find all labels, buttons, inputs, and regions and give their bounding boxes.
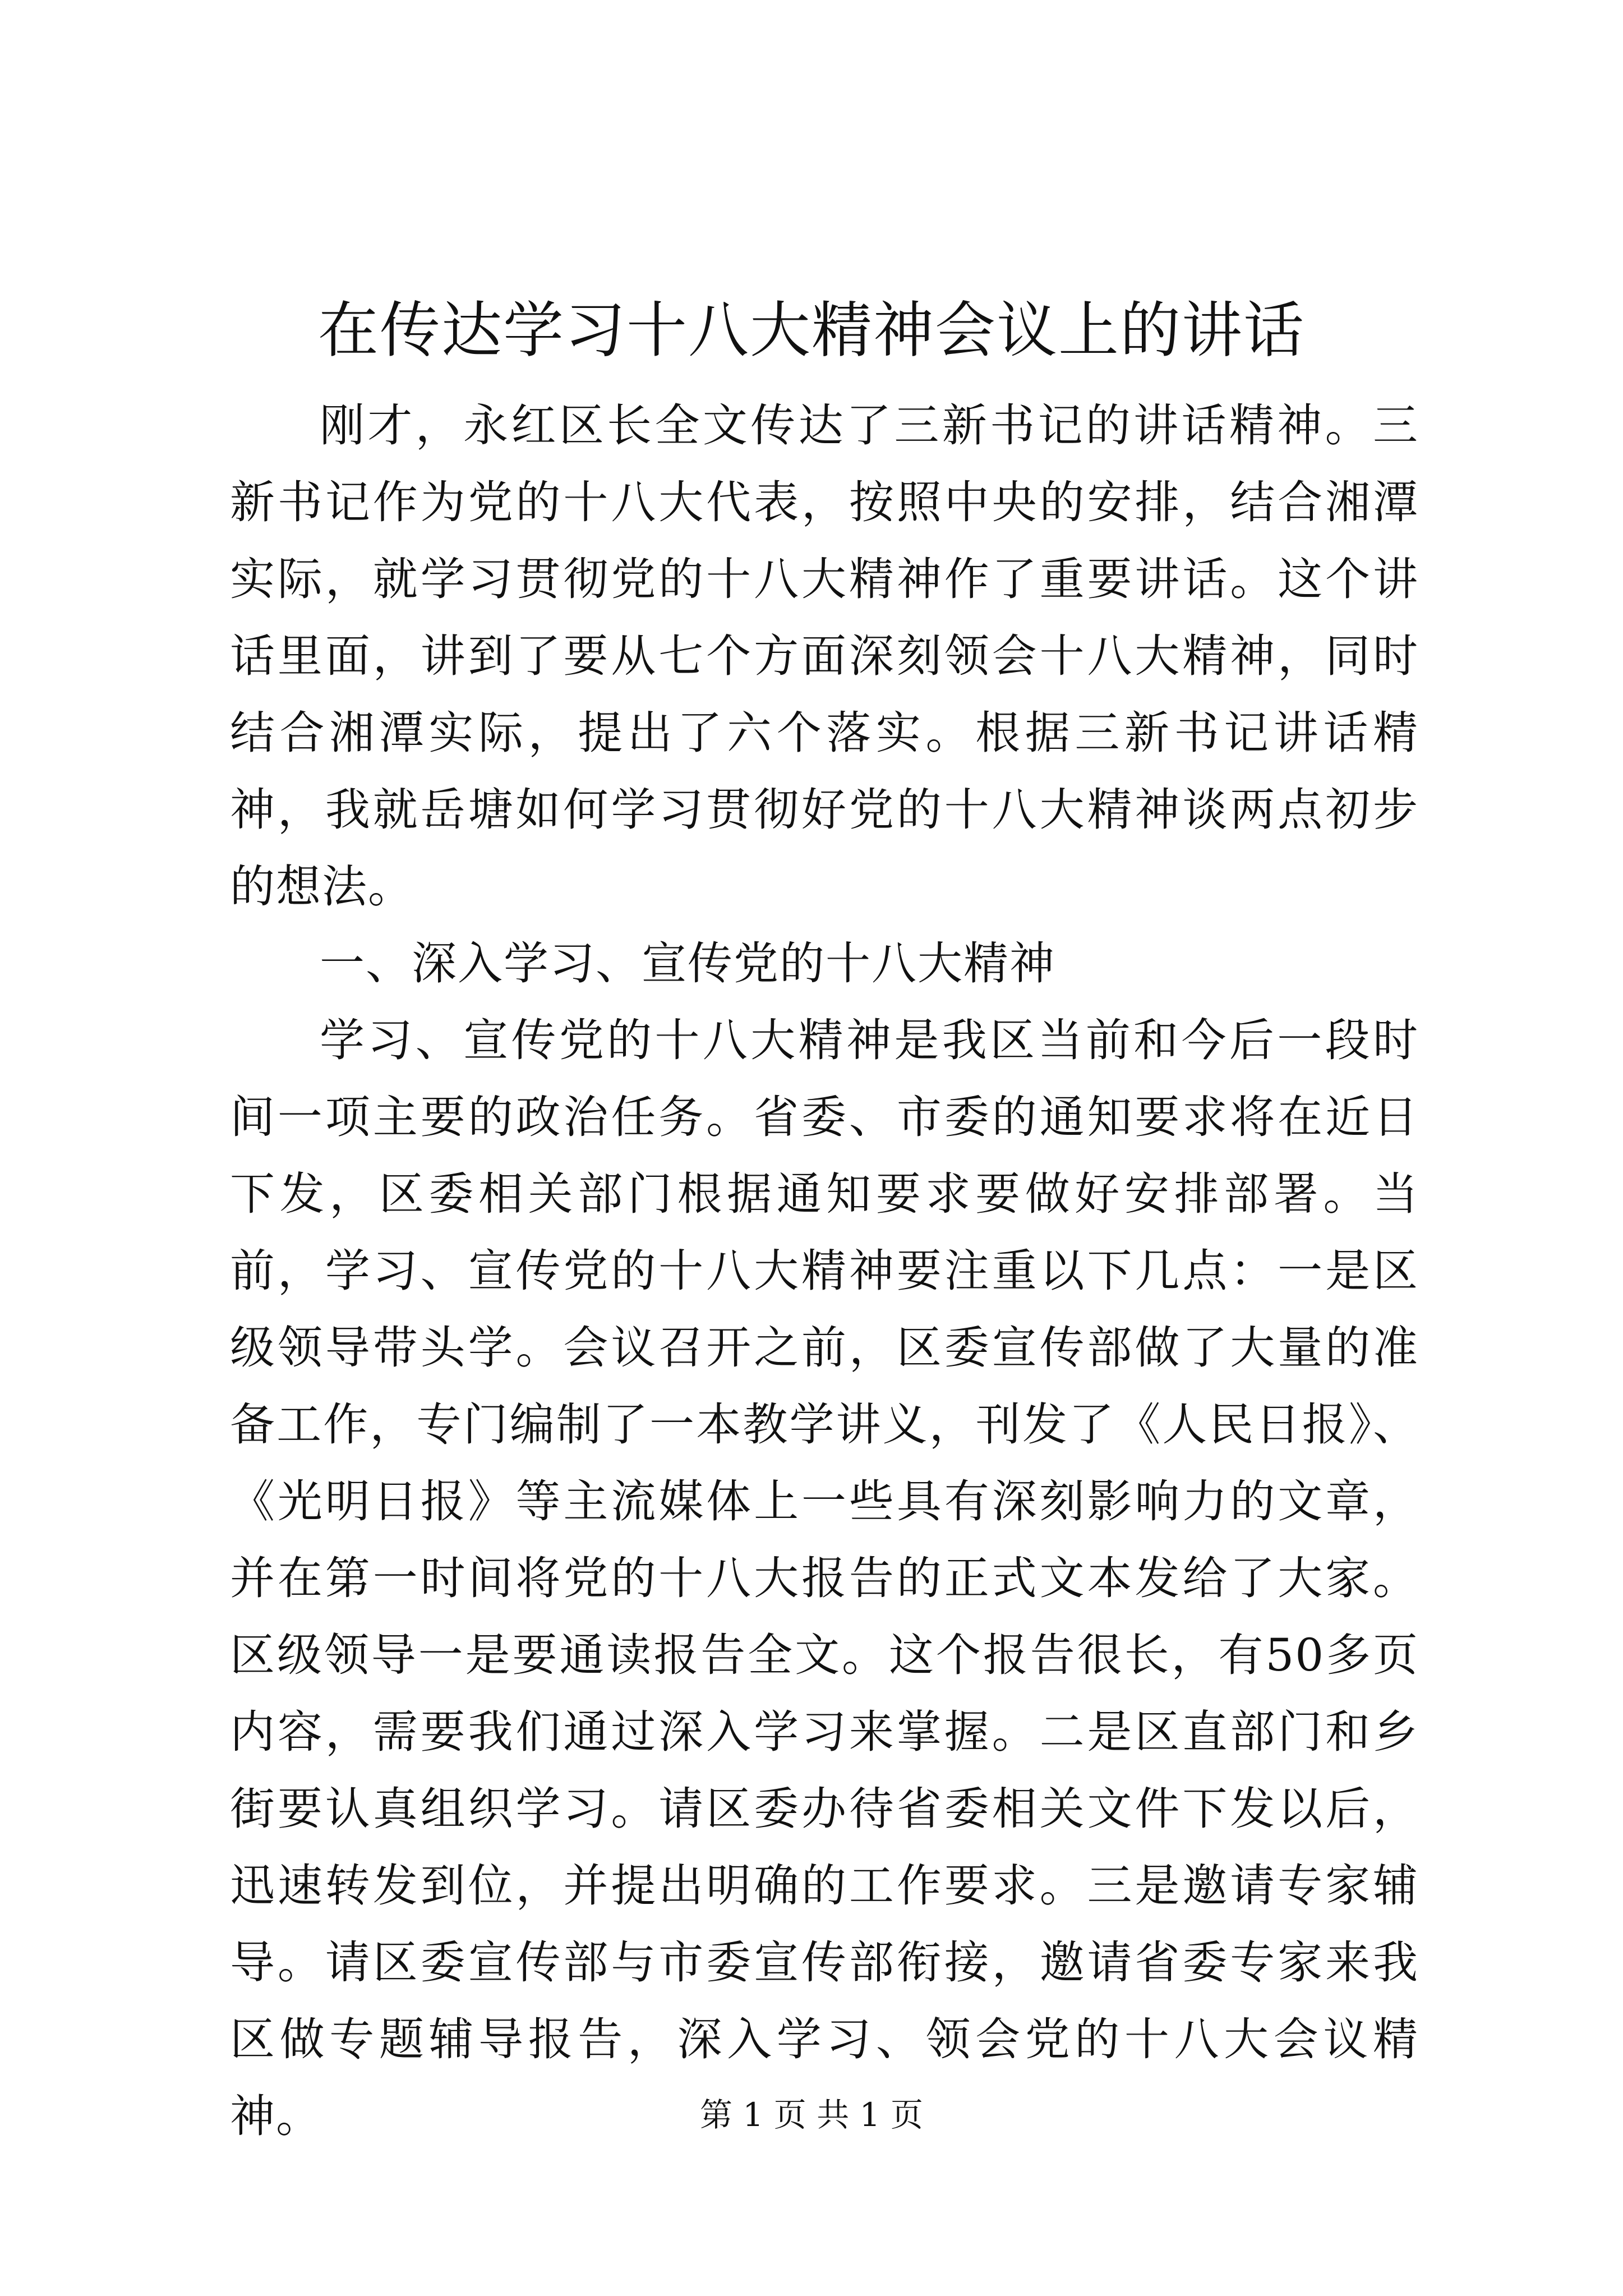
document-body xyxy=(230,387,1419,2155)
section-heading-1: 一、深入学习、宣传党的十八大精神 xyxy=(320,937,1055,990)
paragraph-section-1: 学习、宣传党的十八大精神是我区当前和今后一段时间一项主要的政治任务。省委、市委的通知要求将在近日下发，区委相关部门根据通知要求要做好安排部署。当前，学习、宣传党的十八大精神要注重以下几点：一是区级领导带头学。会议召开之前，区委宣传部做了大量的准备工作，专门编制了一本教学讲义，刊发了《人民日报》、《光明日报》等主流媒体上一些具有深刻影响力的文章，并在第一时间将党的十八大报告的正式文本发给了大家。区级领导一是要通读报告全文。这个报告很长，有50多页内容，需要我们通过深入学习来掌握。二是区直部门和乡街要认真组织学习。请区委办待省委相关文件下发以后，迅速转发到位，并提出明确的工作要求。三是邀请专家辅导。请区委宣传部与市委宣传部衔接，邀请省委专家来我区做专题辅导报告，深入学习、领会党的十八大会议精神。 xyxy=(230,1014,1419,2142)
page-title: 在传达学习十八大精神会议上的讲话 xyxy=(317,296,1305,366)
paragraph-intro: 刚才，永红区长全文传达了三新书记的讲话精神。三新书记作为党的十八大代表，按照中央的安排，结合湘潭实际，就学习贯彻党的十八大精神作了重要讲话。这个讲话里面，讲到了要从七个方面深刻领会十八大精神，同时结合湘潭实际，提出了六个落实。根据三新书记讲话精神，我就岳塘如何学习贯彻好党的十八大精神谈两点初步的想法。 xyxy=(230,399,1419,913)
page-footer: 第 1 页 共 1 页 xyxy=(700,2096,923,2134)
